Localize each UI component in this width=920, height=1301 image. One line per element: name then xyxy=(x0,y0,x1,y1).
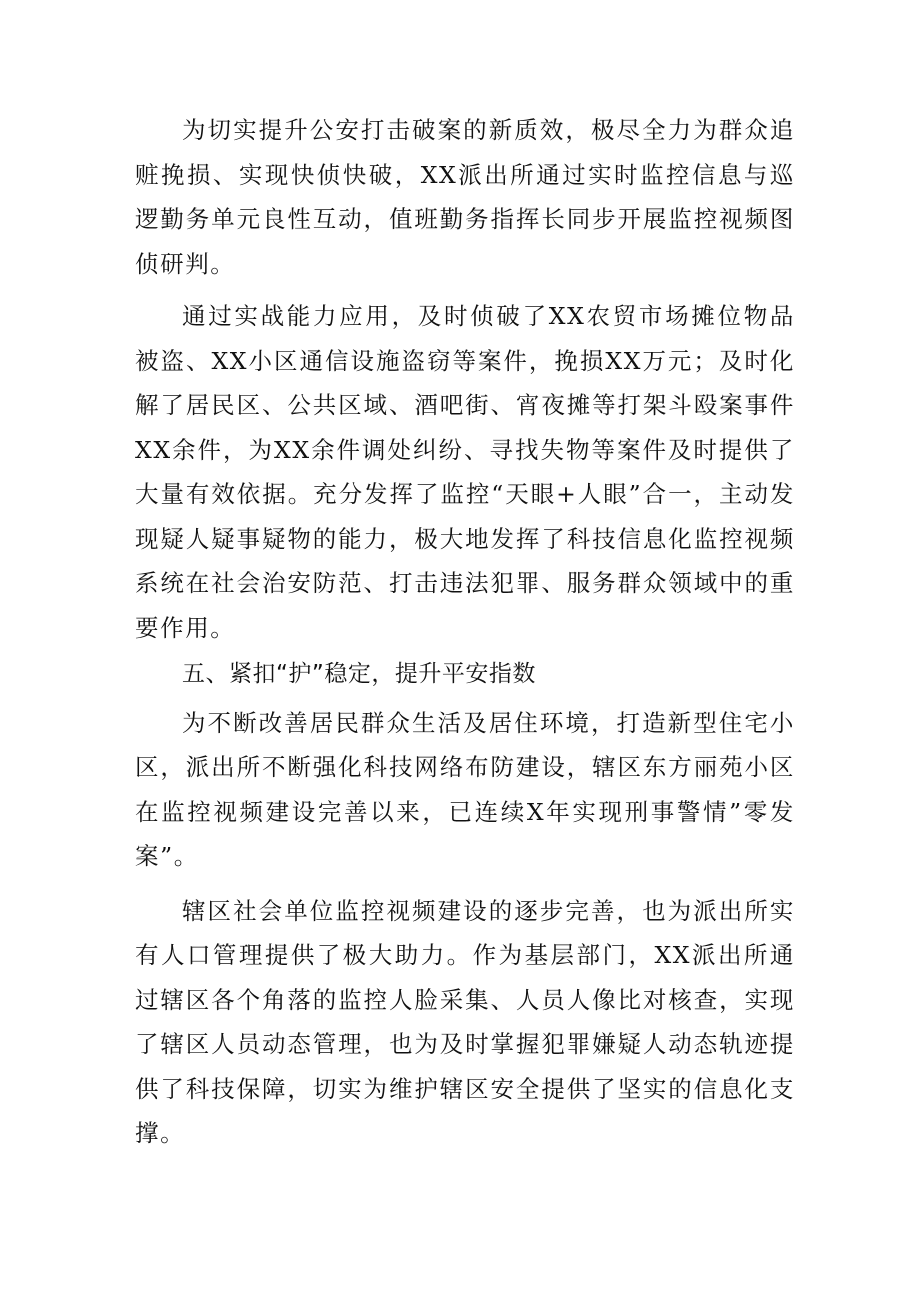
section-heading: 五、紧扣“护”稳定，提升平安指数 xyxy=(182,661,536,687)
paragraph: 通过实战能力应用，及时侦破了XX农贸市场摊位物品被盗、XX小区通信设施盗窃等案件，挽损XX万元；及时化解了居民区、公共区域、酒吧街、宵夜摊等打架斗殴案事件XX余件，为XX余件调处纠纷、寻找失物等案件及时提供了大量有效依据。充分发挥了监控“天眼+人眼”合一，主动发现疑人疑事疑物的能力，极大地发挥了科技信息化监控视频系统在社会治安防范、打击违法犯罪、服务群众领域中的重要作用。 xyxy=(135,302,795,642)
paragraph: 辖区社会单位监控视频建设的逐步完善，也为派出所实有人口管理提供了极大助力。作为基层部门，XX派出所通过辖区各个角落的监控人脸采集、人员人像比对核查，实现了辖区人员动态管理，也为及时掌握犯罪嫌疑人动态轨迹提供了科技保障，切实为维护辖区安全提供了坚实的信息化支撑。 xyxy=(135,896,795,1147)
paragraph: 为切实提升公安打击破案的新质效，极尽全力为群众追赃挽损、实现快侦快破，XX派出所通过实时监控信息与巡逻勤务单元良性互动，值班勤务指挥长同步开展监控视频图侦研判。 xyxy=(135,116,795,278)
document-body xyxy=(135,108,795,1156)
paragraph: 为不断改善居民群众生活及居住环境，打造新型住宅小区，派出所不断强化科技网络布防建设，辖区东方丽苑小区在监控视频建设完善以来，已连续X年实现刑事警情”零发案”。 xyxy=(135,708,795,870)
